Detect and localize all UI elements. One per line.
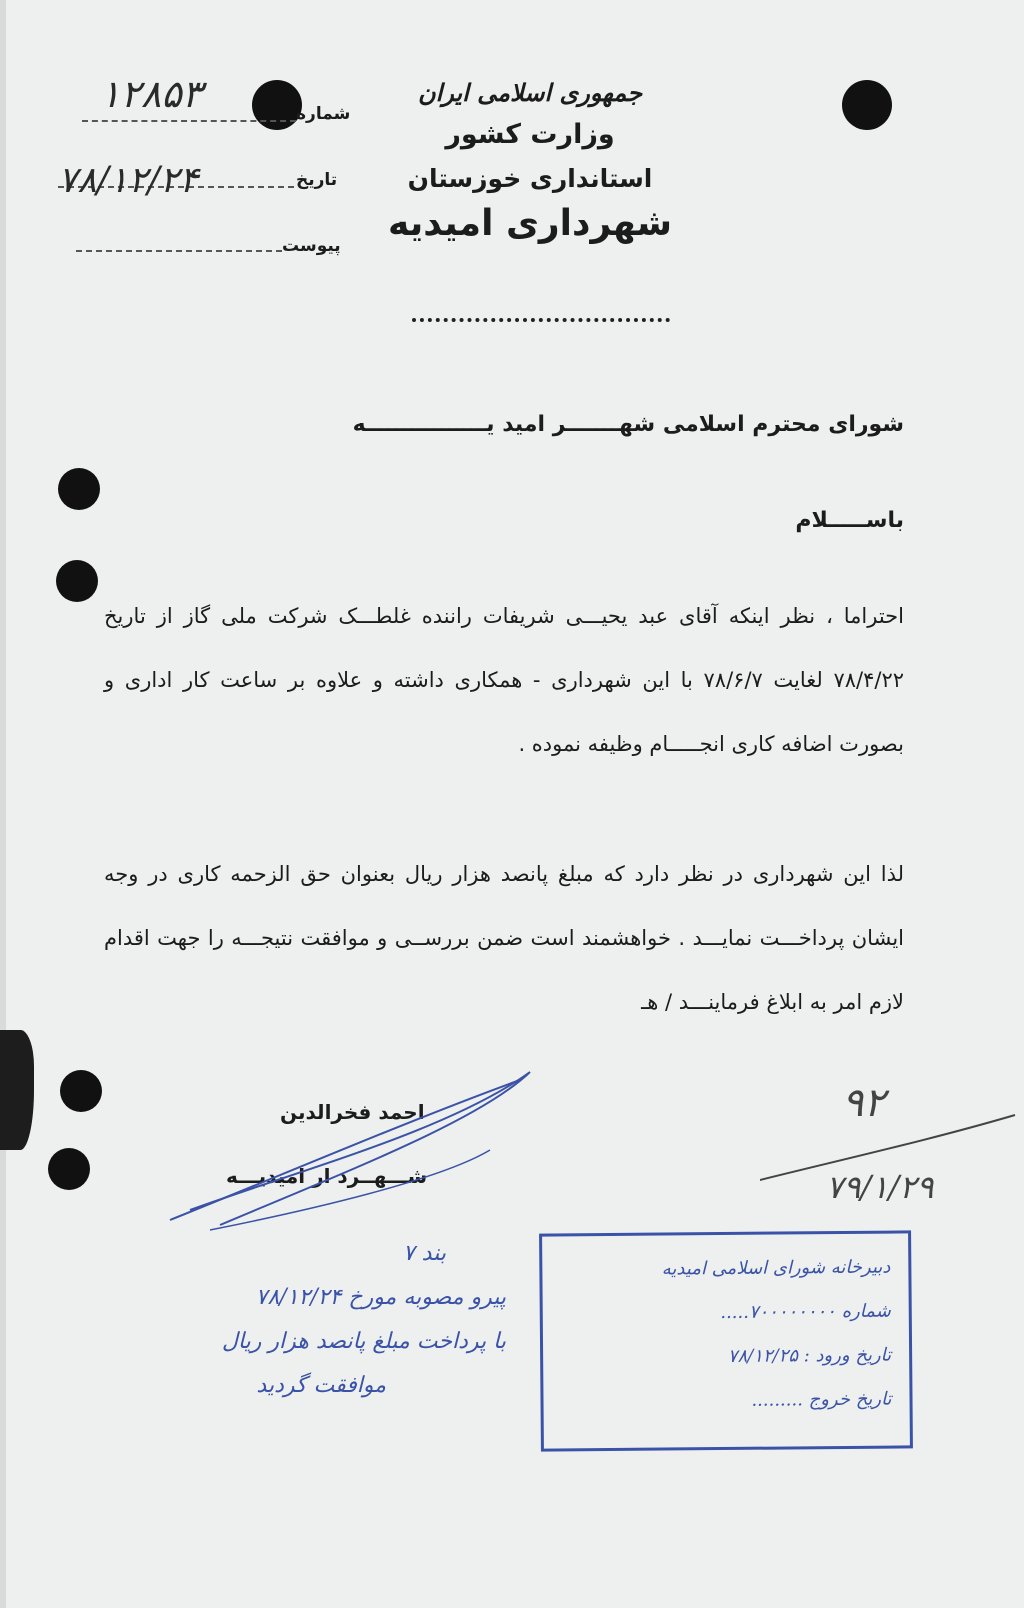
addressee: شورای محترم اسلامی شهـــــــر امید یــــــــــــــــه [352,412,904,437]
punch-hole-top-right [842,80,892,130]
number-label: شماره [296,104,351,124]
stamp-entry-date: تاریخ ورود : ۷۸/۱۲/۲۵ [727,1344,892,1367]
ministry-heading: وزارت کشور [445,119,615,150]
number-line [82,120,296,122]
signer-name: احمد فخرالدین [280,1100,425,1124]
paragraph-1: احتراما ، نظر اینکه آقای عبد یحیـــی شریفات راننده غلطـــک شرکت ملی گاز از تاریخ ۷۸/۴/۲۲ لغایت ۷۸/۶/۷ با این شهرداری - همکاری داشته و علاوه بر ساعت کار اداری و بصورت اضافه کاری انجـــــام وظیفه نموده . [104,604,904,756]
letterhead [380,78,680,244]
paragraph-2: لذا این شهرداری در نظر دارد که مبلغ پانصد هزار ریال بعنوان حق الزحمه کاری در وجه ایشان پرداخـــت نمایـــد . خواهشمند است ضمن بررســی و موافقت نتیجـــه را جهت اقدام لازم امر به ابلاغ فرماینـــد / هـ [104,862,904,1014]
council-stamp [539,1230,913,1451]
note-top: بند ۷ [402,1241,446,1266]
punch-hole [60,1070,102,1112]
punch-hole [48,1148,90,1190]
date-label: تاریخ [296,170,338,190]
governorate-heading: استانداری خوزستان [407,164,653,193]
signer-title: شـــهــرد ار امیدیـــه [226,1164,428,1188]
greeting: باســـــلام [795,508,904,533]
right-annotation-number: ۹۲ [842,1080,885,1126]
right-annotation-date: ۷۹/۱/۲۹ [826,1168,934,1206]
torn-edge [0,1030,34,1150]
number-value: ۱۲۸۵۳ [100,72,203,116]
note-line-2: با پرداخت مبلغ پانصد هزار ریال [221,1329,506,1354]
municipality-heading: شهرداری امیدیه [387,203,673,244]
punch-hole-top-left [252,80,302,130]
note-line-3: موافقت گردید [256,1373,386,1398]
stamp-title: دبیرخانه شورای اسلامی امیدیه [661,1256,891,1280]
attachment-line [76,250,282,252]
letterhead-divider [412,318,670,322]
stamp-exit-date: تاریخ خروج ......... [751,1388,892,1411]
handwritten-approval-note [26,1232,506,1408]
punch-hole [56,560,98,602]
stamp-number: شماره ۷۰۰۰۰۰۰۰۰..... [720,1300,891,1324]
punch-hole [58,468,100,510]
note-line-1: پیرو مصوبه مورخ ۷۸/۱۲/۲۴ [255,1285,506,1310]
attachment-label: پیوست [282,236,341,256]
date-value: ۷۸/۱۲/۲۴ [58,160,199,201]
signature-scribble [150,1060,570,1240]
republic-heading: جمهوری اسلامی ایران [417,78,643,107]
